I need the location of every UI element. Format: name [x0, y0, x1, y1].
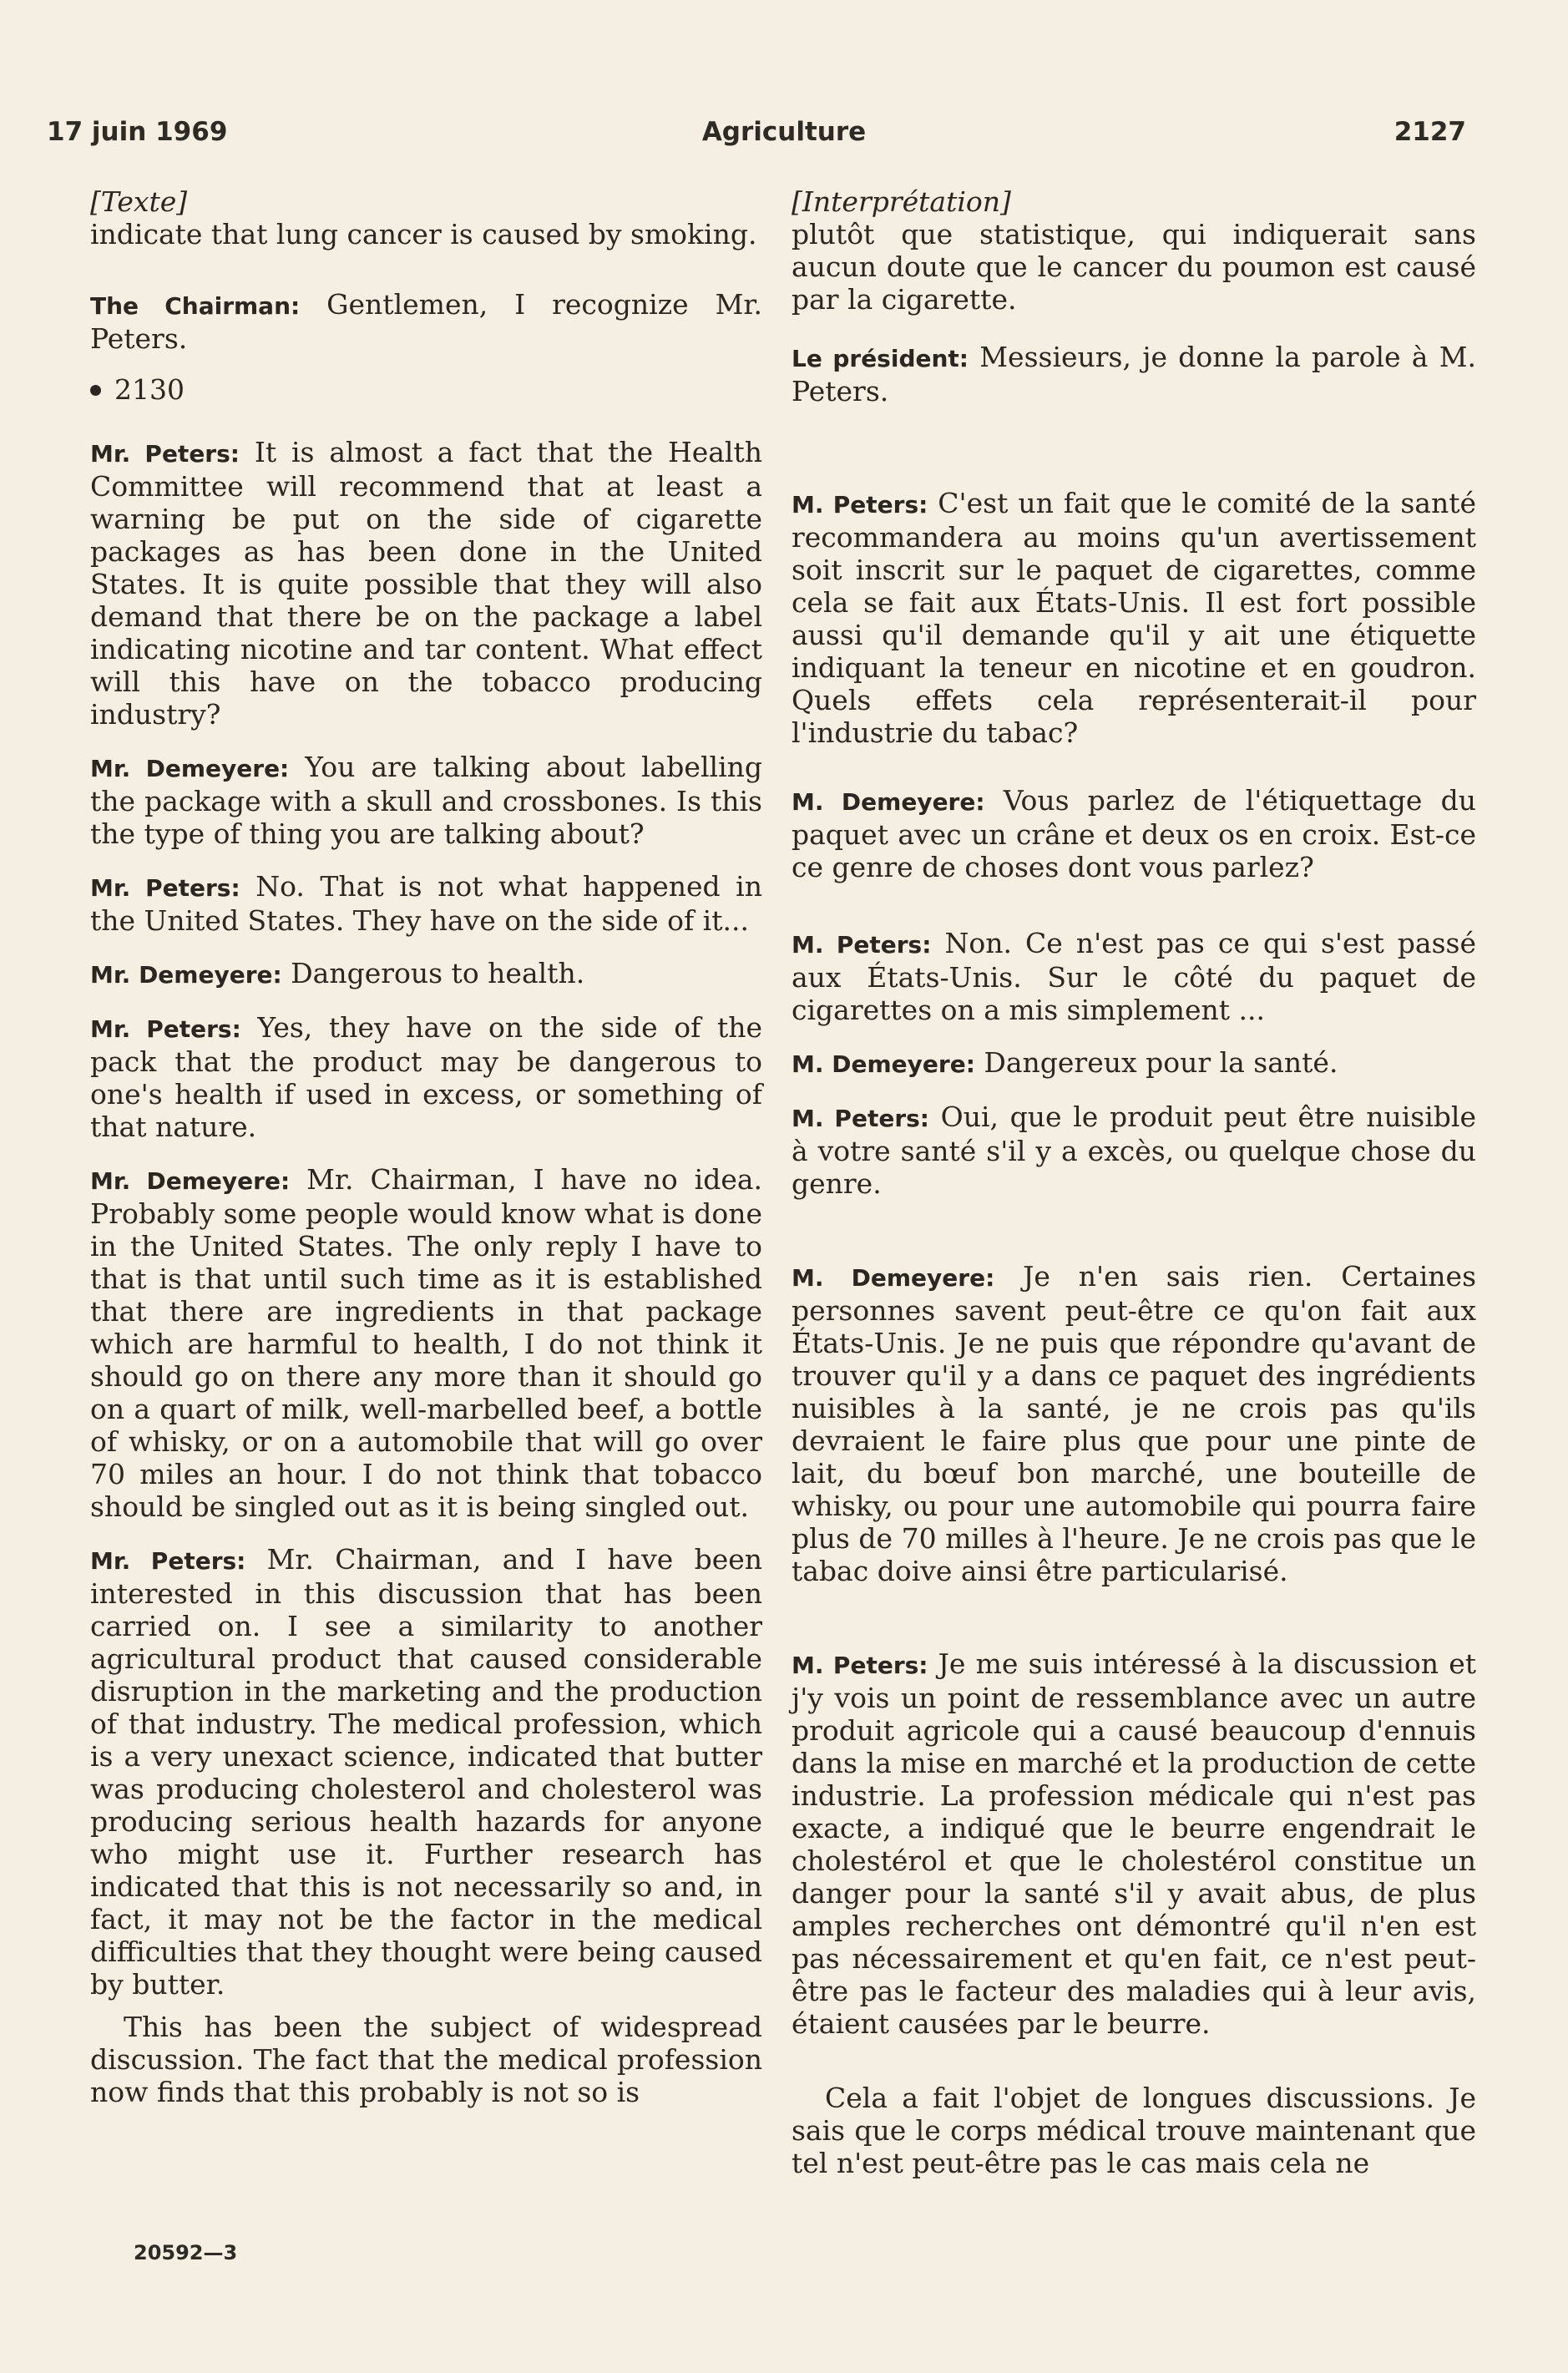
paragraph: Mr. Peters: Yes, they have on the side of the pack that the product may be dangerous to one's health if used in excess, or something of that nature.: [90, 1011, 762, 1143]
page-header: [0, 0, 1568, 167]
paragraph: Mr. Demeyere: You are talking about labelling the package with a skull and crossbones. Is this the type of thing you are talking about?: [90, 751, 763, 850]
paragraph: M. Demeyere: Je n'en sais rien. Certaines personnes savent peut-être ce qu'on fait aux États-Unis. Je ne puis que répondre qu'avant de trouver qu'il y a dans ce paquet des ingrédients nuisibles à la santé, je ne crois pas qu'ils devraient le faire plus que pour une pinte de lait, du bœuf bon marché, une bouteille de whisky, ou pour une automobile qui pourra faire plus de 70 milles à l'heure. Je ne crois pas que le tabac doive ainsi être particularisé.: [792, 1260, 1476, 1587]
header-title: Agriculture: [701, 117, 867, 147]
speaker-name: M. Peters:: [792, 1105, 929, 1132]
speaker-name: Le président:: [792, 345, 969, 372]
paragraph: M. Peters: Oui, que le produit peut être nuisible à votre santé s'il y a excès, ou quelque chose du genre.: [792, 1100, 1476, 1200]
paragraph: M. Demeyere: Dangereux pour la santé.: [792, 1046, 1338, 1079]
paragraph: plutôt que statistique, qui indiquerait sans aucun doute que le cancer du poumon est causé par la cigarette.: [792, 218, 1476, 316]
speaker-name: Mr. Peters:: [90, 440, 240, 468]
speaker-name: M. Peters:: [792, 1652, 928, 1679]
footer-code: 20592—3: [134, 2241, 238, 2264]
paragraph: M. Demeyere: Vous parlez de l'étiquettage du paquet avec un crâne et deux os en croix. Est-ce ce genre de choses dont vous parlez?: [792, 784, 1476, 883]
paragraph: The Chairman: Gentlemen, I recognize Mr. Peters.: [90, 288, 762, 355]
speaker-name: Mr. Demeyere:: [90, 755, 290, 782]
paragraph: Mr. Peters: No. That is not what happened in the United States. They have on the side of it...: [90, 870, 762, 937]
paragraph: This has been the subject of widespread discussion. The fact that the medical profession now finds that this probably is not so is: [90, 2011, 762, 2108]
speaker-name: M. Demeyere:: [792, 1050, 975, 1078]
header-date: 17 juin 1969: [47, 117, 228, 147]
paragraph: M. Peters: Non. Ce n'est pas ce qui s'est passé aux États-Unis. Sur le côté du paquet de cigarettes on a mis simplement ...: [792, 927, 1476, 1026]
paragraph: indicate that lung cancer is caused by smoking.: [90, 218, 757, 250]
speaker-name: M. Peters:: [792, 491, 928, 519]
speaker-name: The Chairman:: [90, 292, 301, 320]
speaker-name: Mr. Peters:: [90, 1547, 246, 1575]
paragraph: M. Peters: Je me suis intéressé à la discussion et j'y vois un point de ressemblance avec un autre produit agricole qui a causé beaucoup d'ennuis dans la mise en marché et la production de cette industrie. La profession médicale qui n'est pas exacte, a indiqué que le beurre engendrait le cholestérol et que le cholestérol constitue un danger pour la santé s'il y avait abus, de plus amples recherches ont démontré qu'il n'en est pas nécessairement et qu'en fait, ce n'est peut-être pas le facteur des maladies qui à leur avis, étaient causées par le beurre.: [792, 1647, 1476, 2040]
paragraph: M. Peters: C'est un fait que le comité de la santé recommandera au moins qu'un avertissement soit inscrit sur le paquet de cigarettes, comme cela se fait aux États-Unis. Il est fort possible aussi qu'il demande qu'il y ait une étiquette indiquant la teneur en nicotine et en goudron. Quels effets cela représenterait-il pour l'industrie du tabac?: [792, 487, 1476, 749]
bullet-marker: 2130: [90, 373, 762, 406]
speaker-name: Mr. Peters:: [90, 874, 240, 902]
speaker-name: M. Demeyere:: [792, 788, 985, 816]
paragraph: Mr. Peters: Mr. Chairman, and I have been interested in this discussion that has been carried on. I see a similarity to another agricultural product that caused considerable disruption in the marketing and the production of that industry. The medical profession, which is a very unexact science, indicated that butter was producing cholesterol and cholesterol was producing serious health hazards for anyone who might use it. Further research has indicated that this is not necessarily so and, in fact, it may not be the factor in the medical difficulties that they thought were being caused by butter.: [90, 1543, 763, 2001]
english-column: [90, 185, 762, 2108]
paragraph: Le président: Messieurs, je donne la parole à M. Peters.: [792, 341, 1476, 407]
speaker-name: Mr. Demeyere:: [90, 961, 282, 989]
paragraph: Mr. Demeyere: Mr. Chairman, I have no idea. Probably some people would know what is done in the United States. The only reply I have to that is that until such time as it is established that there are ingredients in that package which are harmful to health, I do not think it should go on there any more than it should go on a quart of milk, well-marbelled beef, a bottle of whisky, or on a automobile that will go over 70 miles an hour. I do not think that tobacco should be singled out as it is being singled out.: [90, 1163, 763, 1523]
page-number: 2127: [1393, 117, 1466, 147]
section-label-english: [Texte]: [90, 185, 188, 218]
french-column: [792, 185, 1476, 2179]
speaker-name: Mr. Demeyere:: [90, 1167, 291, 1195]
section-label-french: [Interprétation]: [792, 185, 1011, 218]
bullet-dot-icon: [90, 385, 101, 396]
speaker-name: M. Demeyere:: [792, 1264, 995, 1292]
speaker-name: Mr. Peters:: [90, 1015, 241, 1043]
paragraph: Mr. Peters: It is almost a fact that the Health Committee will recommend that at least a warning be put on the side of cigarette packages as has been done in the United States. It is quite possible that they will also demand that there be on the package a label indicating nicotine and tar content. What effect will this have on the tobacco producing industry?: [90, 436, 762, 731]
paragraph: Mr. Demeyere: Dangerous to health.: [90, 957, 585, 989]
speaker-name: M. Peters:: [792, 931, 932, 959]
paragraph: Cela a fait l'objet de longues discussions. Je sais que le corps médical trouve maintenant que tel n'est peut-être pas le cas mais cela ne: [792, 2082, 1476, 2179]
